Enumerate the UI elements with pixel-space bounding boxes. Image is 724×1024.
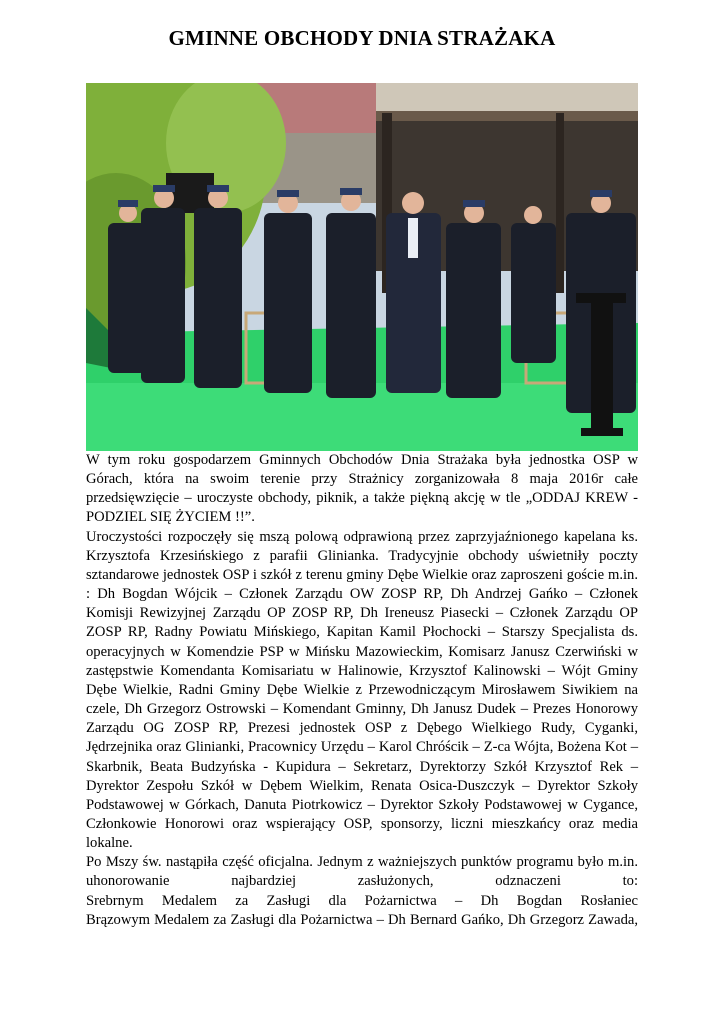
- paragraph-guests: Uroczystości rozpoczęły się mszą polową odprawioną przez zaprzyjaźnionego kapelana ks. Krzysztofa Krzesińskiego z parafii Glinianka. Tradycyjnie obchody uświetniły poczty sztandarowe jednostek OSP i szkół z terenu gminy Dębe Wielkie oraz zaproszeni goście m.in. : Dh Bogdan Wójcik – Członek Zarządu OW ZOSP RP, Dh Andrzej Gańko – Członek Komisji Rewizyjnej Zarządu OP ZOSP RP, Dh Ireneusz Piasecki – Członek Zarządu OP ZOSP RP, Radny Powiatu Mińskiego, Kapitan Kamil Płochocki – Starszy Specjalista ds. operacyjnych w Komendzie PSP w Mińsku Mazowieckim, Komisarz Janusz Czerwiński w zastępstwie Komendanta Komisariatu w Halinowie, Krzysztof Kalinowski – Wójt Gminy Dębe Wielkie, Radni Gminy Dębe Wielkie z Przewodniczącym Mirosławem Siwikiem na czele, Dh Grzegorz Ostrowski – Komendant Gminny, Dh Janusz Dudek – Prezes Honorowy Zarządu OG ZOSP RP, Prezesi jednostek OSP z Dębego Wielkiego Rudy, Cyganki, Jędrzejnika oraz Glinianki, Pracownicy Urzędu – Karol Chróścik – Z-ca Wójta, Bożena Kot – Skarbnik, Beata Budzyńska - Kupidura – Sekretarz, Dyrektorzy Szkół Krzysztof Rek – Dyrektor Zespołu Szkół w Dębem Wielkim, Renata Osica-Duszczyk – Dyrektor Szkoły Podstawowej w Górkach, Danuta Piotrkowicz – Dyrektor Szkoły Podstawowej w Cygance, Członkowie Honorowi oraz wspierający OSP, sponsorzy, liczni mieszkańcy oraz media lokalne.: [86, 528, 638, 852]
- paragraph-intro: W tym roku gospodarzem Gminnych Obchodów Dnia Strażaka była jednostka OSP w Górach, która na swoim terenie przy Strażnicy zorganizowała 8 maja 2016r całe przedsięwzięcie – uroczyste obchody, piknik, a także piękną akcję w tle „ODDAJ KREW - PODZIEL SIĘ ŻYCIEM !!”.: [86, 452, 638, 526]
- ceremony-photo-icon: [86, 83, 638, 451]
- article-body: [86, 451, 638, 930]
- paragraph-silver-medal: Srebrnym Medalem za Zasługi dla Pożarnictwa – Dh Bogdan Rosłaniec: [86, 892, 638, 909]
- paragraph-official: Po Mszy św. nastąpiła część oficjalna. Jednym z ważniejszych punktów programu było m.in. uhonorowanie najbardziej zasłużonych, odznaczeni to:: [86, 854, 638, 890]
- page-title: GMINNE OBCHODY DNIA STRAŻAKA: [168, 26, 556, 50]
- paragraph-bronze-medal: Brązowym Medalem za Zasługi dla Pożarnictwa – Dh Bernard Gańko, Dh Grzegorz Zawada,: [86, 911, 638, 928]
- ceremony-photo: [86, 83, 638, 451]
